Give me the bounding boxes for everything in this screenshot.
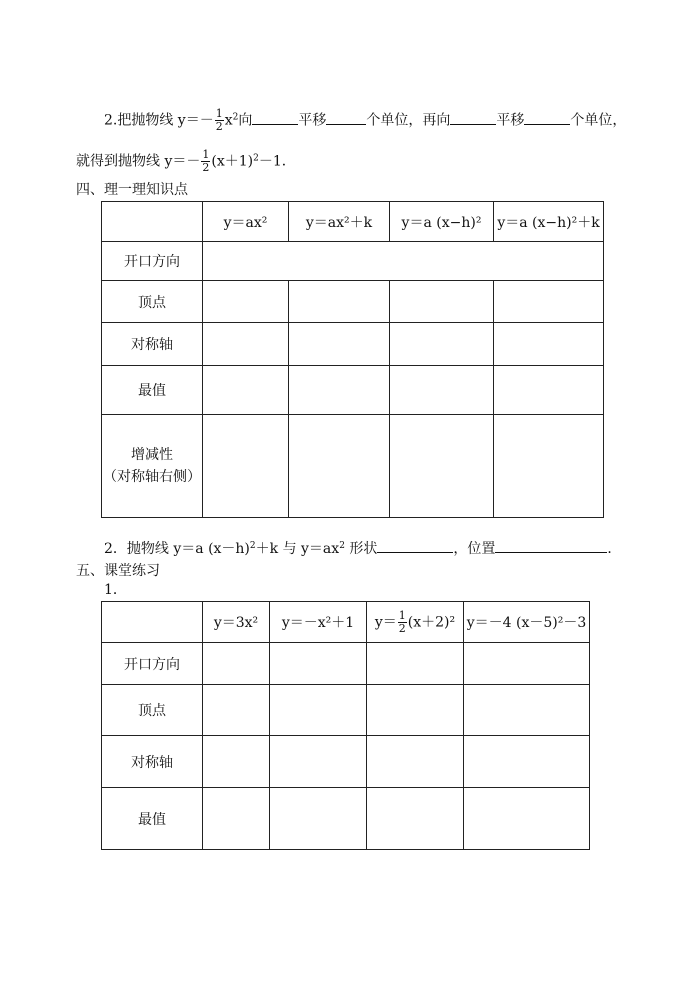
- answer-cell[interactable]: [464, 736, 590, 788]
- blank-units-1[interactable]: [326, 110, 366, 125]
- row-label-monotonicity: 增减性 （对称轴右侧）: [102, 415, 203, 518]
- section4-title: 四、理一理知识点: [76, 182, 188, 198]
- practice-table: [101, 601, 590, 850]
- answer-cell[interactable]: [270, 643, 367, 685]
- answer-cell[interactable]: [494, 415, 604, 518]
- answer-cell[interactable]: [289, 323, 390, 366]
- row-label: 顶点: [102, 685, 203, 736]
- header-cell: y＝a (x−h)²: [390, 202, 494, 242]
- row-label: 开口方向: [102, 643, 203, 685]
- row-label: 开口方向: [102, 242, 203, 281]
- answer-cell[interactable]: [203, 242, 604, 281]
- answer-cell[interactable]: [270, 736, 367, 788]
- q2-mid-line: 2．抛物线 y＝a $(x-h)^2+k$ 与 $y=ax^2$ 形状 ，位置 ．: [104, 538, 621, 559]
- q2-prefix: 2.把抛物线 y＝－: [104, 112, 214, 129]
- answer-cell[interactable]: [203, 281, 289, 323]
- answer-cell[interactable]: [367, 685, 464, 736]
- row-label: 顶点: [102, 281, 203, 323]
- header-cell: y＝－4 (x－5)²－3: [464, 602, 590, 643]
- answer-cell[interactable]: [203, 736, 270, 788]
- answer-cell[interactable]: [203, 685, 270, 736]
- answer-cell[interactable]: [203, 323, 289, 366]
- blank-direction-2[interactable]: [450, 110, 496, 125]
- answer-cell[interactable]: [494, 366, 604, 415]
- answer-cell[interactable]: [390, 366, 494, 415]
- answer-cell[interactable]: [270, 685, 367, 736]
- answer-cell[interactable]: [367, 736, 464, 788]
- answer-cell[interactable]: [464, 685, 590, 736]
- answer-cell[interactable]: [494, 281, 604, 323]
- answer-cell[interactable]: [390, 281, 494, 323]
- answer-cell[interactable]: [289, 415, 390, 518]
- blank-units-2[interactable]: [524, 110, 570, 125]
- header-cell: y＝a (x−h)²＋k: [494, 202, 604, 242]
- answer-cell[interactable]: [464, 788, 590, 850]
- row-label: 最值: [102, 788, 203, 850]
- header-cell: y＝3x²: [203, 602, 270, 643]
- row-label: 最值: [102, 366, 203, 415]
- row-label: 对称轴: [102, 323, 203, 366]
- answer-cell[interactable]: [367, 643, 464, 685]
- answer-cell[interactable]: [203, 643, 270, 685]
- answer-cell[interactable]: [270, 788, 367, 850]
- fraction-half: $\frac{1}{2}$: [215, 107, 223, 133]
- q2-top-line1: 2.把抛物线 y＝－ $\frac{1}{2}$ $x^2$向 平移 个单位，再向 平移 个单位，: [104, 107, 627, 133]
- answer-cell[interactable]: [289, 281, 390, 323]
- header-cell: y＝ax²: [203, 202, 289, 242]
- knowledge-table: [101, 201, 604, 518]
- header-cell-empty: [102, 202, 203, 242]
- header-cell-empty: [102, 602, 203, 643]
- blank-shape[interactable]: [377, 538, 453, 553]
- section5-title: 五、课堂练习: [76, 563, 160, 579]
- answer-cell[interactable]: [203, 788, 270, 850]
- fraction-half: $\frac{1}{2}$: [202, 148, 210, 174]
- header-cell: y＝ $\frac{1}{2}$ (x＋2)²: [367, 602, 464, 643]
- blank-direction-1[interactable]: [252, 110, 298, 125]
- answer-cell[interactable]: [203, 415, 289, 518]
- answer-cell[interactable]: [390, 415, 494, 518]
- answer-cell[interactable]: [494, 323, 604, 366]
- header-cell: y＝ax²＋k: [289, 202, 390, 242]
- fraction-half: $\frac{1}{2}$: [398, 608, 406, 635]
- answer-cell[interactable]: [367, 788, 464, 850]
- answer-cell[interactable]: [390, 323, 494, 366]
- q2-top-line2: 就得到抛物线 y＝－ $\frac{1}{2}$ $(x+1)^2-1$．: [76, 148, 296, 174]
- row-label: 对称轴: [102, 736, 203, 788]
- blank-position[interactable]: [495, 538, 607, 553]
- question-number: 1．: [104, 582, 127, 598]
- answer-cell[interactable]: [203, 366, 289, 415]
- answer-cell[interactable]: [289, 366, 390, 415]
- answer-cell[interactable]: [464, 643, 590, 685]
- header-cell: y＝－x²＋1: [270, 602, 367, 643]
